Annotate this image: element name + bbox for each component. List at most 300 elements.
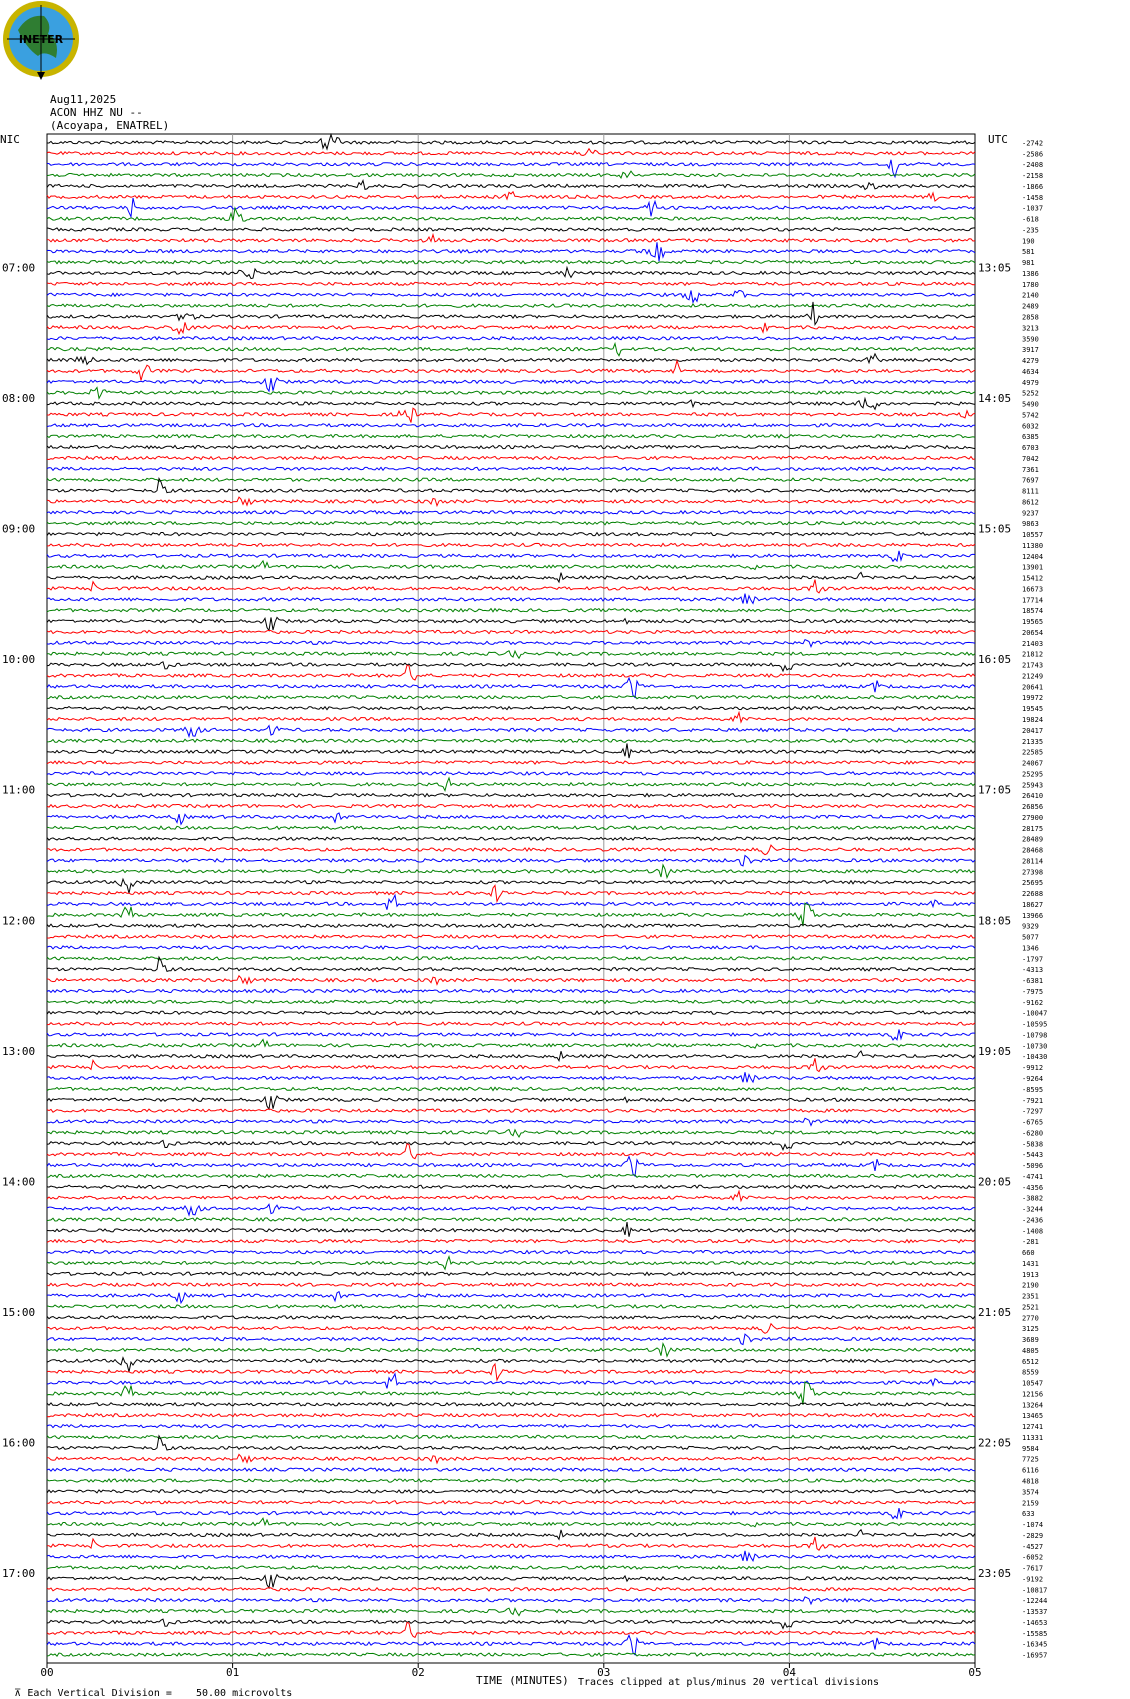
seismic-trace — [47, 160, 975, 177]
seismic-trace — [47, 268, 975, 279]
trace-offset-label: 13901 — [1022, 563, 1044, 572]
x-axis-label: TIME (MINUTES) — [476, 1674, 569, 1687]
left-hour-label: 07:00 — [2, 261, 36, 275]
seismic-trace — [47, 235, 975, 242]
seismic-trace — [47, 181, 975, 190]
trace-offset-label: -5443 — [1022, 1151, 1044, 1160]
trace-offset-label: 17714 — [1022, 596, 1044, 605]
trace-offset-label: 26410 — [1022, 792, 1044, 801]
seismic-trace — [47, 208, 975, 221]
left-hour-label: 16:00 — [2, 1436, 36, 1450]
trace-offset-label: 21403 — [1022, 639, 1044, 648]
trace-offset-label: -1458 — [1022, 193, 1044, 202]
trace-offset-label: 9329 — [1022, 922, 1039, 931]
trace-offset-label: 4634 — [1022, 367, 1039, 376]
seismic-trace — [47, 1653, 975, 1656]
trace-offset-label: 25695 — [1022, 879, 1044, 888]
scale-note: Each Vertical Division = 50.00 microvolts — [27, 1688, 293, 1699]
trace-offset-label: 6385 — [1022, 433, 1039, 442]
seismic-trace — [47, 935, 975, 938]
footer-left — [2, 1677, 292, 1699]
seismic-trace — [47, 879, 975, 893]
seismic-trace — [47, 946, 975, 949]
trace-offset-label: 12404 — [1022, 552, 1044, 561]
trace-offset-label: -4741 — [1022, 1172, 1044, 1181]
scale-icon: ⊼ — [14, 1688, 28, 1699]
seismic-trace — [47, 1358, 975, 1372]
trace-offset-label: 4805 — [1022, 1346, 1039, 1355]
right-hour-label: 13:05 — [978, 261, 1012, 275]
logo-text: INETER — [18, 33, 64, 46]
trace-offset-label: 2140 — [1022, 291, 1039, 300]
trace-offset-label: 28114 — [1022, 857, 1044, 866]
seismic-trace — [47, 1204, 975, 1215]
seismic-trace — [47, 594, 975, 604]
trace-offset-label: -10798 — [1022, 1031, 1048, 1040]
seismic-trace — [47, 885, 975, 901]
seismic-trace — [47, 1479, 975, 1482]
trace-offset-label: 660 — [1022, 1249, 1035, 1258]
seismic-trace — [47, 149, 975, 156]
trace-offset-label: 4818 — [1022, 1477, 1039, 1486]
trace-offset-label: -2436 — [1022, 1216, 1044, 1225]
seismic-trace — [47, 1364, 975, 1380]
seismic-trace — [47, 424, 975, 427]
x-tick-label: 01 — [225, 1666, 240, 1679]
seismic-trace — [47, 662, 975, 671]
seismic-trace — [47, 1324, 975, 1334]
trace-offset-label: -6280 — [1022, 1129, 1044, 1138]
location-label: (Acoyapa, ENATREL) — [50, 119, 170, 132]
seismic-trace — [47, 865, 975, 878]
trace-offset-label: 28175 — [1022, 824, 1044, 833]
right-hour-label: 20:05 — [978, 1175, 1012, 1189]
seismic-trace — [47, 242, 975, 261]
trace-offset-label: -7617 — [1022, 1564, 1044, 1573]
seismic-trace — [47, 261, 975, 264]
trace-offset-label: 28468 — [1022, 846, 1044, 855]
trace-offset-label: -16957 — [1022, 1651, 1048, 1660]
trace-offset-label: 11380 — [1022, 541, 1044, 550]
seismic-trace — [47, 1222, 975, 1237]
trace-offset-label: -2586 — [1022, 150, 1044, 159]
seismic-trace — [47, 837, 975, 840]
trace-offset-label: 3917 — [1022, 346, 1039, 355]
left-hour-label: 12:00 — [2, 914, 36, 928]
trace-offset-label: 2190 — [1022, 1281, 1039, 1290]
trace-offset-label: -14653 — [1022, 1618, 1048, 1627]
seismic-trace — [47, 1022, 975, 1025]
seismic-trace — [47, 640, 975, 647]
seismic-trace — [47, 1000, 975, 1003]
trace-offset-label: 1346 — [1022, 944, 1039, 953]
trace-offset-label: 8559 — [1022, 1368, 1039, 1377]
trace-offset-label: -2158 — [1022, 172, 1044, 181]
trace-offset-label: 13966 — [1022, 911, 1044, 920]
seismic-trace — [47, 478, 975, 481]
seismic-trace — [47, 761, 975, 764]
seismic-trace — [47, 1623, 975, 1638]
seismic-trace — [47, 1501, 975, 1504]
trace-offset-label: 13465 — [1022, 1412, 1044, 1421]
seismic-trace — [47, 1218, 975, 1221]
seismic-trace — [47, 467, 975, 470]
seismic-trace — [47, 696, 975, 699]
seismic-trace — [47, 1058, 975, 1071]
trace-offset-label: 12156 — [1022, 1390, 1044, 1399]
left-hour-label: 13:00 — [2, 1044, 36, 1058]
seismic-trace — [47, 192, 975, 201]
trace-offset-label: -9912 — [1022, 1064, 1044, 1073]
trace-offset-label: 18627 — [1022, 900, 1044, 909]
trace-offset-label: -10817 — [1022, 1586, 1048, 1595]
seismic-trace — [47, 1257, 975, 1270]
trace-offset-label: 190 — [1022, 237, 1035, 246]
station-label: ACON HHZ NU -- — [50, 106, 143, 119]
trace-offset-label: 2159 — [1022, 1499, 1039, 1508]
trace-offset-label: 27398 — [1022, 868, 1044, 877]
seismic-trace — [47, 572, 975, 582]
seismic-trace — [47, 1588, 975, 1591]
trace-offset-label: 19972 — [1022, 694, 1044, 703]
seismic-trace — [47, 924, 975, 927]
seismic-trace — [47, 895, 975, 910]
x-tick-label: 05 — [968, 1666, 982, 1679]
seismic-trace — [47, 456, 975, 459]
trace-offset-label: -4527 — [1022, 1542, 1044, 1551]
trace-offset-label: 1913 — [1022, 1270, 1039, 1279]
seismic-trace — [47, 445, 975, 448]
seismic-trace — [47, 1292, 975, 1303]
right-hour-label: 22:05 — [978, 1436, 1012, 1450]
trace-offset-label: -5838 — [1022, 1140, 1044, 1149]
trace-offset-label: -618 — [1022, 215, 1039, 224]
seismic-trace — [47, 1011, 975, 1014]
seismic-trace — [47, 344, 975, 356]
trace-offset-label: -13537 — [1022, 1608, 1048, 1617]
seismic-trace — [47, 1374, 975, 1389]
right-timezone-label: UTC — [988, 133, 1008, 146]
trace-offset-label: 981 — [1022, 259, 1035, 268]
seismic-trace — [47, 1140, 975, 1149]
seismic-trace — [47, 1425, 975, 1428]
trace-offset-label: 20654 — [1022, 628, 1044, 637]
seismic-trace — [47, 580, 975, 593]
seismic-trace — [47, 651, 975, 659]
trace-offset-label: -4356 — [1022, 1183, 1044, 1192]
trace-offset-label: -9192 — [1022, 1575, 1044, 1584]
seismic-trace — [47, 1185, 975, 1188]
seismic-trace — [47, 198, 975, 217]
trace-offset-label: 11331 — [1022, 1433, 1044, 1442]
seismic-trace — [47, 772, 975, 775]
seismic-trace — [47, 707, 975, 710]
trace-offset-label: 16673 — [1022, 585, 1044, 594]
seismic-trace — [47, 399, 975, 410]
right-hour-label: 15:05 — [978, 522, 1012, 536]
trace-offset-label: 26856 — [1022, 803, 1044, 812]
trace-offset-label: -3244 — [1022, 1205, 1044, 1214]
trace-offset-label: 19824 — [1022, 716, 1044, 725]
left-hour-label: 15:00 — [2, 1305, 36, 1319]
trace-offset-label: 2770 — [1022, 1314, 1039, 1323]
seismic-trace — [47, 1118, 975, 1125]
right-hour-label: 17:05 — [978, 783, 1012, 797]
seismic-trace — [47, 1344, 975, 1357]
trace-offset-label: 13264 — [1022, 1401, 1044, 1410]
seismic-trace — [47, 1305, 975, 1308]
trace-offset-label: 25295 — [1022, 770, 1044, 779]
trace-offset-label: 2858 — [1022, 313, 1039, 322]
trace-offset-label: 6703 — [1022, 444, 1039, 453]
trace-offset-label: -2742 — [1022, 139, 1044, 148]
seismic-trace — [47, 826, 975, 829]
left-hour-label: 17:00 — [2, 1566, 36, 1580]
right-hour-label: 19:05 — [978, 1044, 1012, 1058]
plot-frame — [47, 134, 975, 1663]
seismic-trace — [47, 1508, 975, 1519]
trace-offset-label: 9863 — [1022, 520, 1039, 529]
trace-offset-label: 15412 — [1022, 574, 1044, 583]
trace-offset-label: 21249 — [1022, 672, 1044, 681]
trace-offset-label: 5252 — [1022, 389, 1039, 398]
trace-offset-label: 20417 — [1022, 726, 1044, 735]
trace-offset-label: 7042 — [1022, 454, 1039, 463]
trace-offset-label: -2829 — [1022, 1531, 1044, 1540]
trace-offset-label: -10730 — [1022, 1042, 1048, 1051]
seismic-trace — [47, 1283, 975, 1286]
trace-offset-label: 7361 — [1022, 465, 1039, 474]
seismic-trace — [47, 304, 975, 307]
trace-offset-label: 3590 — [1022, 335, 1039, 344]
seismic-trace — [47, 1334, 975, 1344]
seismic-trace — [47, 1537, 975, 1550]
seismic-trace — [47, 856, 975, 866]
trace-offset-label: 19545 — [1022, 705, 1044, 714]
seismic-trace — [47, 551, 975, 562]
seismic-trace — [47, 665, 975, 680]
trace-offset-label: 12741 — [1022, 1423, 1044, 1432]
trace-offset-label: 1431 — [1022, 1259, 1039, 1268]
seismic-trace — [47, 322, 975, 333]
seismic-trace — [47, 337, 975, 340]
seismic-trace — [47, 609, 975, 612]
seismic-trace — [47, 533, 975, 536]
seismic-trace — [47, 1191, 975, 1201]
trace-offset-label: 6512 — [1022, 1357, 1039, 1366]
trace-offset-label: 3213 — [1022, 324, 1039, 333]
trace-offset-label: -7297 — [1022, 1107, 1044, 1116]
seismic-trace — [47, 1414, 975, 1417]
trace-offset-label: 3689 — [1022, 1336, 1039, 1345]
seismic-trace — [47, 989, 975, 992]
trace-offset-label: 25943 — [1022, 781, 1044, 790]
trace-offset-label: -1797 — [1022, 955, 1044, 964]
trace-offset-label: 7725 — [1022, 1455, 1039, 1464]
left-hour-label: 08:00 — [2, 392, 36, 406]
left-hour-label: 10:00 — [2, 653, 36, 667]
trace-offset-label: 21812 — [1022, 650, 1044, 659]
trace-offset-label: -6381 — [1022, 977, 1044, 986]
seismic-trace — [47, 378, 975, 391]
seismic-trace — [47, 435, 975, 438]
trace-offset-label: -12244 — [1022, 1597, 1048, 1606]
seismic-trace — [47, 744, 975, 759]
x-tick-label: 02 — [411, 1666, 425, 1679]
date-label: Aug11,2025 — [50, 93, 117, 106]
seismic-trace — [47, 543, 975, 546]
trace-offset-label: 22585 — [1022, 748, 1044, 757]
right-hour-label: 18:05 — [978, 914, 1012, 928]
seismic-trace — [47, 1619, 975, 1628]
seismic-trace — [47, 291, 975, 303]
seismic-trace — [47, 561, 975, 570]
trace-offset-label: 10547 — [1022, 1379, 1044, 1388]
seismic-trace — [47, 408, 975, 422]
seismic-trace — [47, 903, 975, 926]
trace-offset-label: -7921 — [1022, 1096, 1044, 1105]
seismic-trace — [47, 1490, 975, 1493]
seismic-trace — [47, 522, 975, 525]
trace-offset-label: 633 — [1022, 1510, 1035, 1519]
trace-offset-label: 2489 — [1022, 302, 1039, 311]
seismic-trace — [47, 1316, 975, 1319]
trace-offset-label: 6116 — [1022, 1466, 1039, 1475]
seismic-trace — [47, 1030, 975, 1041]
seismic-trace — [47, 1096, 975, 1109]
left-hour-label: 09:00 — [2, 522, 36, 536]
seismic-trace — [47, 1468, 975, 1471]
trace-offset-label: 4979 — [1022, 378, 1039, 387]
seismic-trace — [47, 630, 975, 633]
seismic-trace — [47, 813, 975, 824]
trace-offset-label: 18574 — [1022, 607, 1044, 616]
seismic-trace — [47, 511, 975, 514]
seismic-trace — [47, 1157, 975, 1177]
seismic-trace — [47, 1072, 975, 1082]
trace-offset-label: 27900 — [1022, 813, 1044, 822]
trace-offset-label: -9264 — [1022, 1074, 1044, 1083]
trace-offset-label: 3574 — [1022, 1488, 1039, 1497]
seismic-trace — [47, 1240, 975, 1243]
right-hour-label: 21:05 — [978, 1305, 1012, 1319]
seismic-trace — [47, 957, 975, 960]
seismic-trace — [47, 1530, 975, 1540]
seismic-trace — [47, 1608, 975, 1615]
trace-offset-label: 5490 — [1022, 400, 1039, 409]
seismic-trace — [47, 1597, 975, 1604]
seismic-trace — [47, 388, 975, 399]
trace-offset-label: -9162 — [1022, 998, 1044, 1007]
seismic-trace — [47, 171, 975, 178]
trace-offset-label: 4279 — [1022, 357, 1039, 366]
trace-offset-label: 5742 — [1022, 411, 1039, 420]
trace-offset-label: 7697 — [1022, 476, 1039, 485]
seismic-trace — [47, 228, 975, 231]
trace-offset-label: -6052 — [1022, 1553, 1044, 1562]
trace-offset-label: -1037 — [1022, 204, 1044, 213]
trace-offset-label: -235 — [1022, 226, 1039, 235]
seismic-trace — [47, 1040, 975, 1049]
seismic-trace — [47, 678, 975, 697]
trace-offset-label: -1408 — [1022, 1227, 1044, 1236]
seismic-trace — [47, 794, 975, 797]
right-hour-label: 14:05 — [978, 392, 1012, 406]
trace-offset-label: 22688 — [1022, 890, 1044, 899]
right-hour-label: 23:05 — [978, 1566, 1012, 1580]
seismic-trace — [47, 497, 975, 506]
seismic-trace — [47, 713, 975, 723]
right-hour-label: 16:05 — [978, 653, 1012, 667]
trace-offset-label: 8612 — [1022, 498, 1039, 507]
seismic-trace — [47, 617, 975, 630]
trace-offset-label: 20641 — [1022, 683, 1044, 692]
left-hour-label: 14:00 — [2, 1175, 36, 1189]
seismic-trace — [47, 778, 975, 791]
seismic-trace — [47, 1566, 975, 1569]
trace-offset-label: 581 — [1022, 248, 1035, 257]
trace-offset-label: -10430 — [1022, 1053, 1048, 1062]
x-tick-label: 03 — [597, 1666, 611, 1679]
seismic-trace — [47, 1272, 975, 1275]
trace-offset-label: 21335 — [1022, 737, 1044, 746]
trace-offset-label: 21743 — [1022, 661, 1044, 670]
trace-offset-label: -6765 — [1022, 1118, 1044, 1127]
trace-offset-label: -1866 — [1022, 182, 1044, 191]
seismic-trace — [47, 1130, 975, 1138]
seismic-trace — [47, 976, 975, 985]
seismic-trace — [47, 1454, 975, 1463]
seismic-trace — [47, 1087, 975, 1090]
trace-offset-label: 3125 — [1022, 1325, 1039, 1334]
seismic-trace — [47, 1251, 975, 1254]
seismic-trace — [47, 1382, 975, 1405]
trace-offset-label: -15585 — [1022, 1629, 1048, 1638]
trace-offset-label: 19565 — [1022, 618, 1044, 627]
seismic-trace — [47, 845, 975, 855]
seismic-trace — [47, 361, 975, 381]
seismic-trace — [47, 135, 975, 149]
seismic-trace — [47, 1051, 975, 1061]
trace-offset-label: -2408 — [1022, 161, 1044, 170]
trace-offset-label: 5077 — [1022, 933, 1039, 942]
seismic-trace — [47, 804, 975, 807]
seismic-trace — [47, 739, 975, 742]
trace-offset-label: -7975 — [1022, 987, 1044, 996]
trace-offset-label: 2351 — [1022, 1292, 1039, 1301]
trace-offset-label: -10047 — [1022, 1009, 1048, 1018]
seismic-trace — [47, 1551, 975, 1561]
trace-offset-label: 2521 — [1022, 1303, 1039, 1312]
seismic-trace — [47, 1435, 975, 1438]
left-hour-label: 11:00 — [2, 783, 36, 797]
seismic-trace — [47, 1403, 975, 1406]
clip-note: Traces clipped at plus/minus 20 vertical divisions — [578, 1677, 880, 1688]
seismic-trace — [47, 282, 975, 285]
seismic-trace — [47, 1575, 975, 1588]
trace-offset-label: 9584 — [1022, 1444, 1039, 1453]
trace-offset-label: 28489 — [1022, 835, 1044, 844]
trace-offset-label: -4313 — [1022, 966, 1044, 975]
trace-offset-label: 9237 — [1022, 509, 1039, 518]
trace-offset-label: 24067 — [1022, 759, 1044, 768]
trace-offset-label: -8595 — [1022, 1085, 1044, 1094]
trace-offset-label: 8111 — [1022, 487, 1039, 496]
trace-offset-label: -16345 — [1022, 1640, 1048, 1649]
trace-offset-label: 6032 — [1022, 422, 1039, 431]
trace-offset-label: -5096 — [1022, 1162, 1044, 1171]
trace-offset-label: 10557 — [1022, 531, 1044, 540]
